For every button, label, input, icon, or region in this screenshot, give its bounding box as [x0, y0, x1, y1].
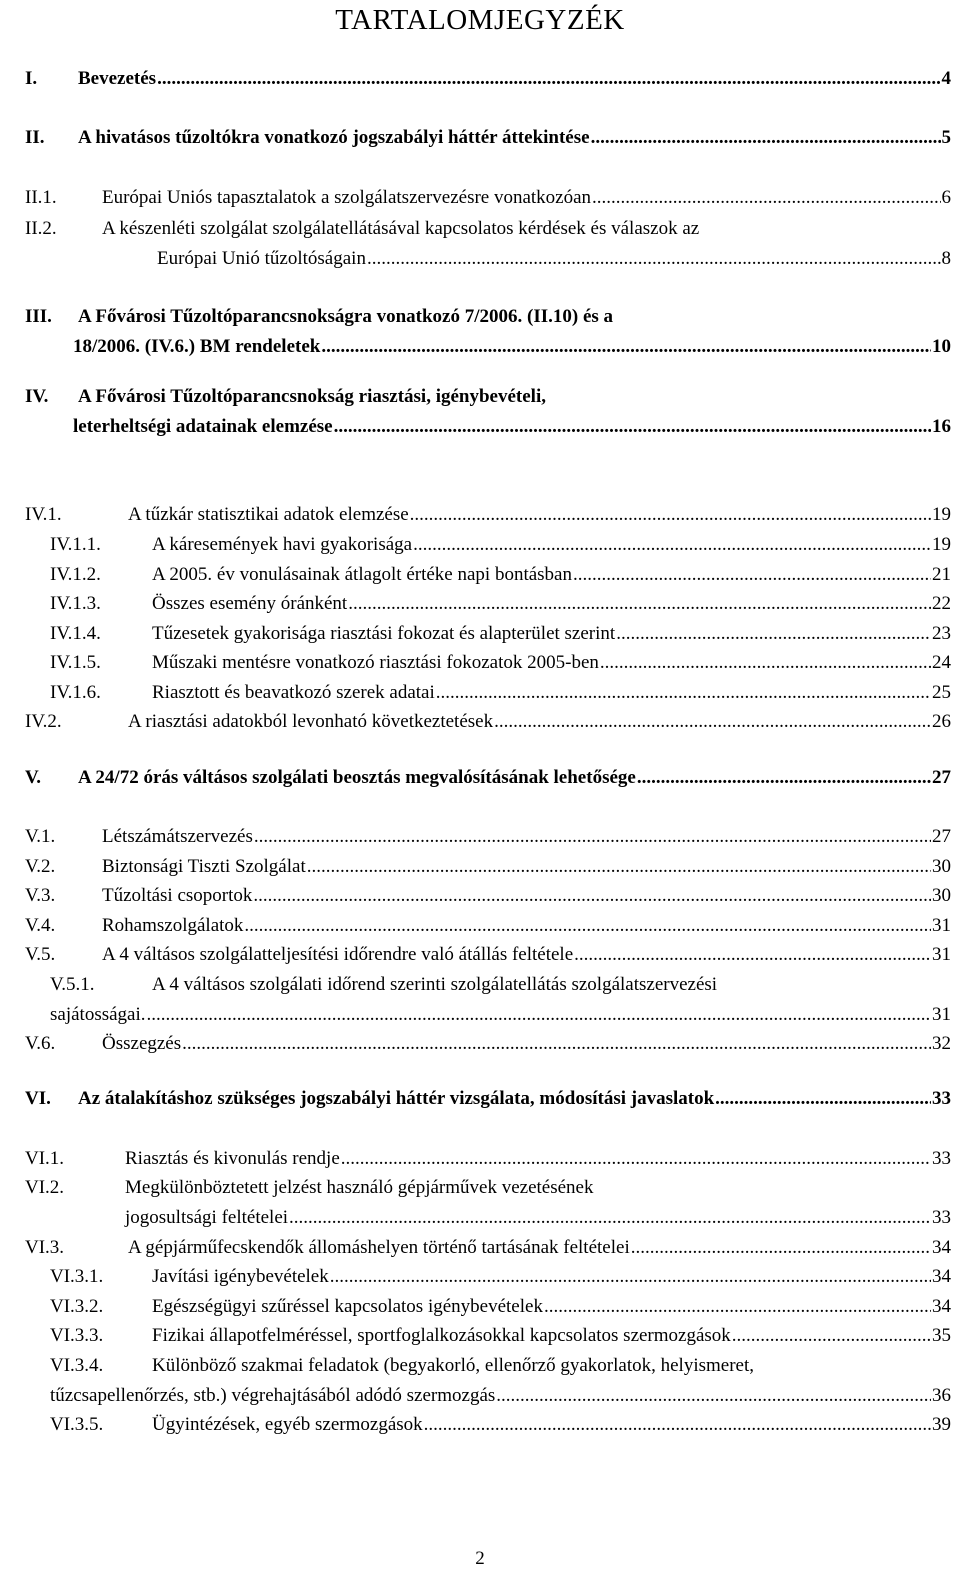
toc-entry[interactable] — [0, 1237, 960, 1263]
toc-entry[interactable] — [0, 1177, 960, 1203]
toc-entry[interactable] — [0, 915, 960, 941]
toc-entry-page-number: 21 — [932, 564, 951, 585]
toc-entry-number: V.2. — [25, 856, 56, 877]
toc-entry-number: IV.1.1. — [50, 534, 101, 555]
dot-leader — [147, 1004, 931, 1026]
toc-entry-title: Tűzoltási csoportok — [102, 885, 253, 906]
toc-entry[interactable] — [0, 1325, 960, 1351]
toc-entry[interactable] — [0, 1088, 960, 1114]
toc-entry-page-number: 30 — [932, 856, 951, 877]
toc-entry-title: Különböző szakmai feladatok (begyakorló, ellenőrző gyakorlatok, helyismeret, — [152, 1355, 754, 1376]
toc-entry[interactable] — [0, 1207, 960, 1233]
toc-entry[interactable] — [0, 1355, 960, 1381]
toc-entry-number: VI.3.1. — [50, 1266, 104, 1287]
toc-entry-page-number: 27 — [932, 767, 951, 788]
toc-entry-page-number: 31 — [932, 1004, 951, 1025]
toc-entry-title: Fizikai állapotfelméréssel, sportfoglalkozásokkal kapcsolatos szermozgások — [152, 1325, 731, 1346]
toc-entry-number: IV. — [25, 386, 49, 407]
toc-entry-page-number: 19 — [932, 504, 951, 525]
toc-entry[interactable] — [0, 218, 960, 244]
toc-entry-number: IV.1.5. — [50, 652, 101, 673]
toc-entry[interactable] — [0, 1033, 960, 1059]
toc-entry-page-number: 4 — [941, 68, 951, 89]
toc-entry-title: A készenléti szolgálat szolgálatellátásával kapcsolatos kérdések és válaszok az — [102, 218, 700, 239]
toc-entry-title: Európai Unió tűzoltóságain — [157, 248, 366, 269]
toc-entry-page-number: 35 — [932, 1325, 951, 1346]
dot-leader — [616, 623, 931, 645]
toc-entry-title: Tűzesetek gyakorisága riasztási fokozat és alapterület szerint — [152, 623, 616, 644]
toc-entry-number: V.6. — [25, 1033, 56, 1054]
toc-entry[interactable] — [0, 711, 960, 737]
toc-entry-page-number: 5 — [941, 127, 951, 148]
toc-entry-page-number: 33 — [932, 1088, 951, 1109]
toc-entry-number: IV.1.4. — [50, 623, 101, 644]
toc-entry[interactable] — [0, 652, 960, 678]
toc-entry-title: Riasztás és kivonulás rendje — [125, 1148, 340, 1169]
dot-leader — [494, 711, 931, 733]
toc-entry[interactable] — [0, 1148, 960, 1174]
toc-entry[interactable] — [0, 885, 960, 911]
dot-leader — [436, 682, 931, 704]
toc-entry-number: IV.1.6. — [50, 682, 101, 703]
toc-entry[interactable] — [0, 593, 960, 619]
toc-entry-title: Megkülönböztetett jelzést használó gépjárművek vezetésének — [125, 1177, 594, 1198]
toc-entry-number: V.4. — [25, 915, 56, 936]
toc-entry[interactable] — [0, 1296, 960, 1322]
toc-entry-page-number: 16 — [932, 416, 951, 437]
toc-entry-title: A 4 váltásos szolgálatteljesítési időrendre való átállás feltétele — [102, 944, 574, 965]
toc-entry-number: III. — [25, 306, 52, 327]
toc-entry[interactable] — [0, 1266, 960, 1292]
dot-leader — [591, 127, 941, 149]
dot-leader — [157, 68, 940, 90]
toc-entry-number: II. — [25, 127, 45, 148]
toc-entry-page-number: 31 — [932, 944, 951, 965]
dot-leader — [367, 248, 941, 270]
toc-entry-title: A káresemények havi gyakorisága — [152, 534, 413, 555]
toc-entry-page-number: 19 — [932, 534, 951, 555]
toc-entry-number: VI.3.4. — [50, 1355, 104, 1376]
dot-leader — [413, 534, 931, 556]
toc-entry-title: A tűzkár statisztikai adatok elemzése — [128, 504, 409, 525]
dot-leader — [254, 826, 931, 848]
toc-entry-title: Egészségügyi szűréssel kapcsolatos igénybevételek — [152, 1296, 543, 1317]
toc-entry-number: VI.3. — [25, 1237, 65, 1258]
toc-entry-number: V. — [25, 767, 42, 788]
toc-entry[interactable] — [0, 504, 960, 530]
toc-entry-number: II.2. — [25, 218, 57, 239]
toc-entry-number: II.1. — [25, 187, 57, 208]
dot-leader — [182, 1033, 931, 1055]
toc-entry-title: Rohamszolgálatok — [102, 915, 244, 936]
toc-entry[interactable] — [0, 1414, 960, 1440]
toc-entry-title: Bevezetés — [78, 68, 157, 89]
toc-entry-page-number: 39 — [932, 1414, 951, 1435]
toc-entry-title: Műszaki mentésre vonatkozó riasztási fokozatok 2005-ben — [152, 652, 599, 673]
toc-entry-page-number: 25 — [932, 682, 951, 703]
toc-entry-page-number: 6 — [941, 187, 951, 208]
dot-leader — [307, 856, 931, 878]
toc-entry-number: VI.3.2. — [50, 1296, 104, 1317]
toc-entry-page-number: 10 — [932, 336, 951, 357]
toc-entry-title: Létszámátszervezés — [102, 826, 253, 847]
toc-entry[interactable] — [0, 1385, 960, 1411]
toc-entry-number: V.1. — [25, 826, 56, 847]
dot-leader — [289, 1207, 931, 1229]
page-number: 2 — [475, 1548, 485, 1569]
toc-entry-title: sajátosságai. — [50, 1004, 146, 1025]
dot-leader — [330, 1266, 931, 1288]
dot-leader — [253, 885, 931, 907]
toc-entry[interactable] — [0, 767, 960, 793]
dot-leader — [574, 944, 931, 966]
toc-entry-page-number: 36 — [932, 1385, 951, 1406]
dot-leader — [544, 1296, 931, 1318]
toc-entry-page-number: 34 — [932, 1296, 951, 1317]
toc-entry-number: V.5.1. — [50, 974, 95, 995]
dot-leader — [424, 1414, 931, 1436]
toc-entry-title: A Fővárosi Tűzoltóparancsnokság riasztási, igénybevételi, — [78, 386, 546, 407]
toc-entry[interactable] — [0, 974, 960, 1000]
toc-entry-title: A hivatásos tűzoltókra vonatkozó jogszabályi háttér áttekintése — [78, 127, 590, 148]
toc-entry[interactable] — [0, 416, 960, 442]
toc-entry-title: A 24/72 órás váltásos szolgálati beosztás megvalósításának lehetősége — [78, 767, 636, 788]
dot-leader — [341, 1148, 931, 1170]
toc-entry-number: IV.1. — [25, 504, 62, 525]
dot-leader — [334, 416, 931, 438]
toc-entry[interactable] — [0, 564, 960, 590]
toc-entry[interactable] — [0, 127, 960, 153]
toc-entry-number: IV.1.2. — [50, 564, 101, 585]
toc-entry-title: Európai Uniós tapasztalatok a szolgálatszervezésre vonatkozóan — [102, 187, 592, 208]
toc-entry[interactable] — [0, 336, 960, 362]
toc-entry-number: VI. — [25, 1088, 51, 1109]
toc-entry-title: Riasztott és beavatkozó szerek adatai — [152, 682, 435, 703]
toc-entry-page-number: 24 — [932, 652, 951, 673]
toc-entry-title: A 2005. év vonulásainak átlagolt értéke napi bontásban — [152, 564, 572, 585]
toc-entry-title: Ügyintézések, egyéb szermozgások — [152, 1414, 423, 1435]
toc-entry[interactable] — [0, 826, 960, 852]
toc-entry-title: 18/2006. (IV.6.) BM rendeletek — [73, 336, 321, 357]
toc-entry-title: Javítási igénybevételek — [152, 1266, 329, 1287]
dot-leader — [637, 767, 931, 789]
dot-leader — [592, 187, 940, 209]
dot-leader — [321, 336, 931, 358]
toc-entry-number: IV.1.3. — [50, 593, 101, 614]
toc-entry-title: Összes esemény óránként — [152, 593, 348, 614]
toc-entry-title: tűzcsapellenőrzés, stb.) végrehajtásából adódó szermozgás — [50, 1385, 496, 1406]
toc-entry[interactable] — [0, 187, 960, 213]
toc-entry[interactable] — [0, 1004, 960, 1030]
toc-entry-page-number: 26 — [932, 711, 951, 732]
toc-entry[interactable] — [0, 68, 960, 94]
toc-entry-title: Az átalakításhoz szükséges jogszabályi háttér vizsgálata, módosítási javaslatok — [78, 1088, 715, 1109]
toc-entry-title: A 4 váltásos szolgálati időrend szerinti szolgálatellátás szolgálatszervezési — [152, 974, 718, 995]
toc-entry-page-number: 31 — [932, 915, 951, 936]
toc-entry-page-number: 34 — [932, 1266, 951, 1287]
toc-entry-number: IV.2. — [25, 711, 62, 732]
dot-leader — [631, 1237, 931, 1259]
toc-entry-title: A riasztási adatokból levonható következtetések — [128, 711, 494, 732]
toc-entry-number: VI.3.3. — [50, 1325, 104, 1346]
toc-entry-number: V.5. — [25, 944, 56, 965]
toc-entry-page-number: 32 — [932, 1033, 951, 1054]
dot-leader — [410, 504, 931, 526]
dot-leader — [715, 1088, 931, 1110]
toc-entry-title: Összegzés — [102, 1033, 182, 1054]
toc-entry[interactable] — [0, 534, 960, 560]
toc-entry-title: jogosultsági feltételei — [125, 1207, 289, 1228]
dot-leader — [732, 1325, 931, 1347]
toc-entry-page-number: 33 — [932, 1207, 951, 1228]
dot-leader — [244, 915, 931, 937]
toc-entry-number: VI.3.5. — [50, 1414, 104, 1435]
toc-entry-page-number: 34 — [932, 1237, 951, 1258]
toc-entry-title: Biztonsági Tiszti Szolgálat — [102, 856, 306, 877]
toc-entry-number: I. — [25, 68, 38, 89]
dot-leader — [496, 1385, 931, 1407]
dot-leader — [348, 593, 931, 615]
document-title: TARTALOMJEGYZÉK — [335, 4, 625, 36]
toc-entry-page-number: 27 — [932, 826, 951, 847]
toc-entry[interactable] — [0, 386, 960, 412]
toc-entry[interactable] — [0, 306, 960, 332]
toc-entry[interactable] — [0, 944, 960, 970]
toc-entry-page-number: 23 — [932, 623, 951, 644]
toc-entry[interactable] — [0, 623, 960, 649]
toc-entry-page-number: 8 — [941, 248, 951, 269]
toc-entry-page-number: 30 — [932, 885, 951, 906]
dot-leader — [573, 564, 931, 586]
toc-entry-title: A Fővárosi Tűzoltóparancsnokságra vonatkozó 7/2006. (II.10) és a — [78, 306, 614, 327]
dot-leader — [600, 652, 931, 674]
toc-entry-title: A gépjárműfecskendők állomáshelyen történő tartásának feltételei — [128, 1237, 630, 1258]
toc-entry-number: V.3. — [25, 885, 56, 906]
toc-entry-page-number: 33 — [932, 1148, 951, 1169]
toc-entry-title: leterheltségi adatainak elemzése — [73, 416, 333, 437]
toc-entry-page-number: 22 — [932, 593, 951, 614]
toc-entry[interactable] — [0, 682, 960, 708]
toc-entry-number: VI.1. — [25, 1148, 65, 1169]
toc-entry-number: VI.2. — [25, 1177, 65, 1198]
toc-entry[interactable] — [0, 856, 960, 882]
toc-entry[interactable] — [0, 248, 960, 274]
